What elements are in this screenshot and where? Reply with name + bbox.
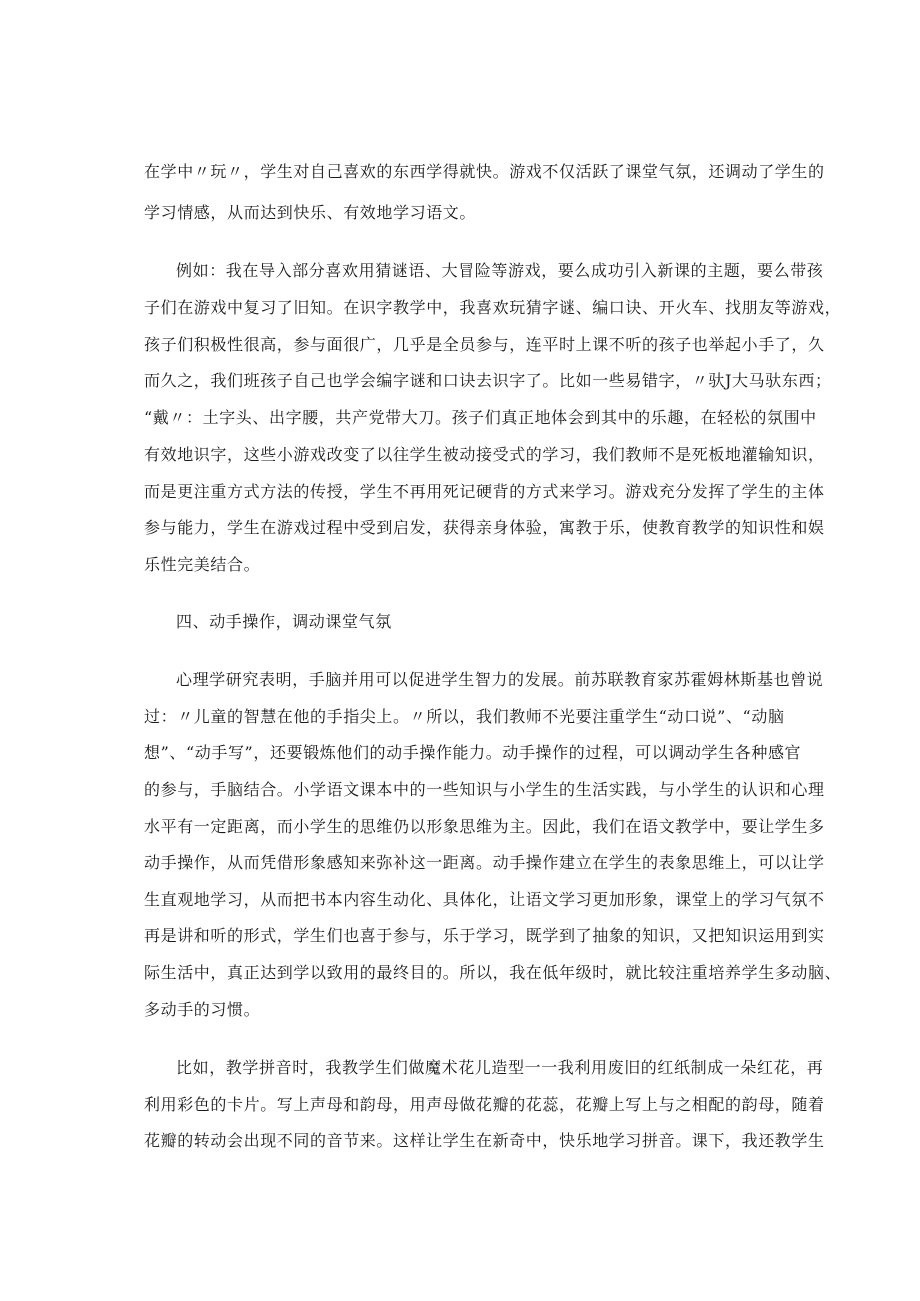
text-line: 再是讲和听的形式，学生们也喜于参与，乐于学习，既学到了抽象的知识，又把知识运用到实 (144, 926, 825, 945)
text-line: “戴〃：土字头、出字腰，共产党带大刀。孩子们真正地体会到其中的乐趣，在轻松的氛围中 (144, 408, 817, 427)
text-line: 比如，教学拼音时，我教学生们做魔术花儿造型一一我利用废旧的红纸制成一朵红花，再 (176, 1058, 824, 1077)
text-line: 参与能力，学生在游戏过程中受到启发，获得亲身体验，寓教于乐，使教育教学的知识性和娱 (144, 518, 825, 537)
text-line: 际生活中，真正达到学以致用的最终目的。所以，我在低年级时，就比较注重培养学生多动脑、 (144, 963, 842, 982)
text-line: 花瓣的转动会出现不同的音节来。这样让学生在新奇中，快乐地学习拼音。课下，我还教学生 (144, 1131, 825, 1150)
text-line: 乐性完美结合。 (144, 555, 261, 574)
text-line: 生直观地学习，从而把书本内容生动化、具体化，让语文学习更加形象，课堂上的学习气氛不 (144, 890, 825, 909)
text-line: 子们在游戏中复习了旧知。在识字教学中，我喜欢玩猜字谜、编口诀、开火车、找朋友等游戏， (144, 298, 842, 317)
text-line: 多动手的习惯。 (144, 1000, 261, 1019)
text-line: 利用彩色的卡片。写上声母和韵母，用声母做花瓣的花蕊，花瓣上写上与之相配的韵母，随着 (144, 1095, 825, 1114)
text-line: 水平有一定距离，而小学生的思维仍以形象思维为主。因此，我们在语文教学中，要让学生多 (144, 817, 825, 836)
text-line: 例如：我在导入部分喜欢用猜谜语、大冒险等游戏，要么成功引入新课的主题，要么带孩 (176, 261, 824, 280)
text-line: 在学中〃玩〃，学生对自己喜欢的东西学得就快。游戏不仅活跃了课堂气氛，还调动了学生的 (144, 162, 825, 181)
text-line: 想”、“动手写”，还要锻炼他们的动手操作能力。动手操作的过程，可以调动学生各种感官 (144, 743, 802, 762)
text-line: 而久之，我们班孩子自己也学会编字谜和口诀去识字了。比如一些易错字，〃驮J大马驮东西； (144, 371, 832, 390)
text-line: 孩子们积极性很高，参与面很广，几乎是全员参与，连平时上课不听的孩子也举起小手了，久 (144, 335, 825, 354)
text-line: 过：〃儿童的智慧在他的手指尖上。〃所以，我们教师不光要注重学生“动口说”、“动脑 (144, 707, 785, 726)
section-heading: 四、动手操作，调动课堂气氛 (176, 612, 392, 631)
text-line: 的参与，手脑结合。小学语文课本中的一些知识与小学生的生活实践，与小学生的认识和心理 (144, 780, 825, 799)
text-line: 而是更注重方式方法的传授，学生不再用死记硬背的方式来学习。游戏充分发挥了学生的主体 (144, 482, 825, 501)
text-line: 心理学研究表明，手脑并用可以促进学生智力的发展。前苏联教育家苏霍姆林斯基也曾说 (176, 670, 824, 689)
text-line: 学习情感，从而达到快乐、有效地学习语文。 (144, 203, 477, 222)
text-line: 有效地识字，这些小游戏改变了以往学生被动接受式的学习，我们教师不是死板地灌输知识， (144, 445, 825, 464)
text-line: 动手操作，从而凭借形象感知来弥补这一距离。动手操作建立在学生的表象思维上，可以让学 (144, 853, 825, 872)
